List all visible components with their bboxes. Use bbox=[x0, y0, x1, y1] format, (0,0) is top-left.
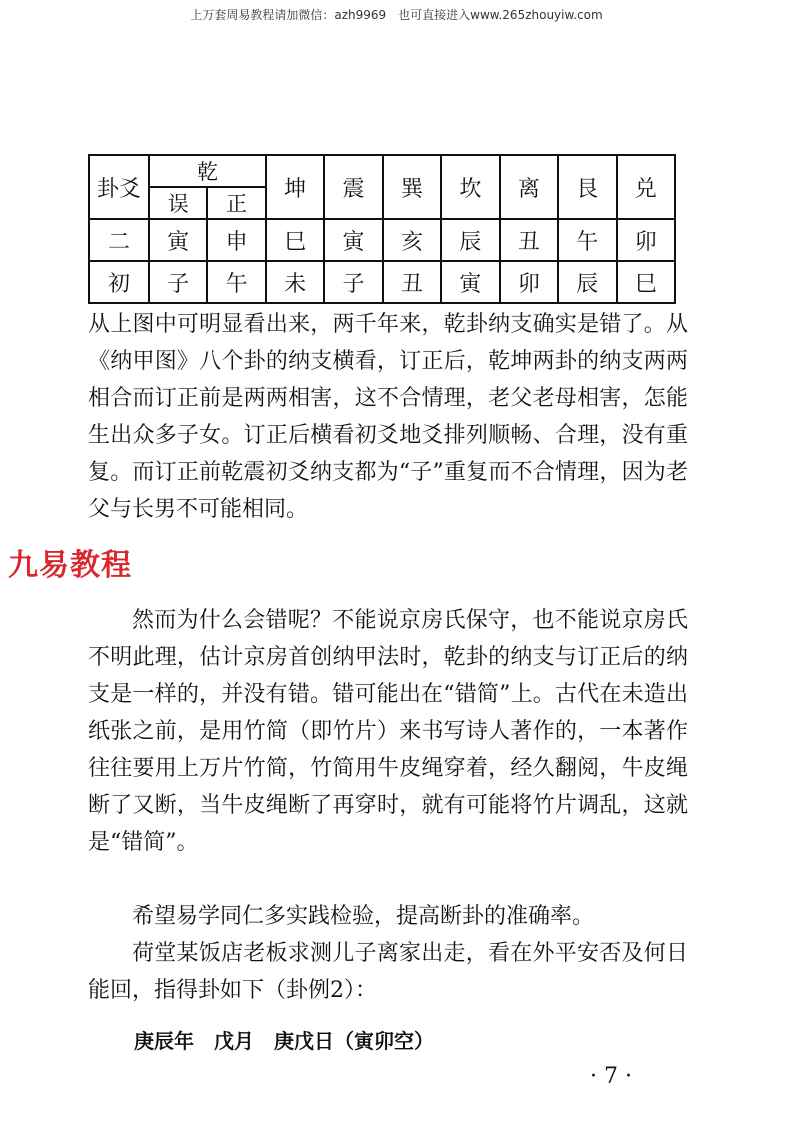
table-cell: 卯 bbox=[500, 261, 558, 303]
table-cell: 午 bbox=[558, 219, 616, 261]
gua-header: 兑 bbox=[617, 155, 676, 219]
table-cell: 辰 bbox=[558, 261, 616, 303]
table-cell: 丑 bbox=[383, 261, 441, 303]
table-cell: 丑 bbox=[500, 219, 558, 261]
table-cell: 申 bbox=[207, 219, 265, 261]
table-header-row bbox=[89, 155, 675, 187]
body-paragraph: 荷堂某饭店老板求测儿子离家出走，看在外平安否及何日能回，指得卦如下（卦例2）： bbox=[88, 941, 688, 1003]
corner-cell: 卦爻 bbox=[89, 155, 149, 219]
body-paragraph: 然而为什么会错呢？不能说京房氏保守，也不能说京房氏不明此理，估计京房首创纳甲法时，乾卦的纳支与订正后的纳支是一样的，并没有错。错可能出在“错简”上。古代在未造出纸张之前，是用竹简（即竹片）来书写诗人著作的，一本著作往往要用上万片竹简，竹简用牛皮绳穿着，经久翻阅，牛皮绳断了又断，当牛皮绳断了再穿时，就有可能将竹片调乱，这就是“错简”。 bbox=[88, 608, 688, 855]
divination-date-line: 庚辰年 戊月 庚戊日（寅卯空） bbox=[134, 1029, 434, 1053]
gua-header: 坎 bbox=[441, 155, 499, 219]
table-cell: 巳 bbox=[266, 219, 324, 261]
body-paragraph: 从上图中可明显看出来，两千年来，乾卦纳支确实是错了。从《纳甲图》八个卦的纳支横看，订正后，乾坤两卦的纳支两两相合而订正前是两两相害，这不合情理，老父老母相害，怎能生出众多子女。订正后横看初爻地爻排列顺畅、合理，没有重复。而订正前乾震初爻纳支都为“子”重复而不合情理，因为老父与长男不可能相同。 bbox=[88, 312, 688, 522]
watermark-logo: 九易教程 bbox=[8, 548, 132, 583]
table-row bbox=[89, 219, 675, 261]
najia-table bbox=[88, 154, 676, 304]
table-cell: 午 bbox=[207, 261, 265, 303]
qian-sub-correct: 正 bbox=[207, 187, 265, 219]
page-number: · 7 · bbox=[590, 1064, 632, 1089]
gua-header: 艮 bbox=[558, 155, 616, 219]
table-cell: 巳 bbox=[617, 261, 676, 303]
table-cell: 子 bbox=[324, 261, 382, 303]
gua-header: 巽 bbox=[383, 155, 441, 219]
table-cell: 寅 bbox=[149, 219, 207, 261]
table-cell: 二 bbox=[89, 219, 149, 261]
table-cell: 寅 bbox=[441, 261, 499, 303]
table-cell: 辰 bbox=[441, 219, 499, 261]
gua-header: 离 bbox=[500, 155, 558, 219]
table-cell: 卯 bbox=[617, 219, 676, 261]
table-cell: 未 bbox=[266, 261, 324, 303]
table-cell: 子 bbox=[149, 261, 207, 303]
body-paragraph: 希望易学同仁多实践检验，提高断卦的准确率。 bbox=[132, 904, 595, 929]
gua-header: 坤 bbox=[266, 155, 324, 219]
table-cell: 寅 bbox=[324, 219, 382, 261]
qian-sub-wrong: 误 bbox=[149, 187, 207, 219]
page-header: 上万套周易教程请加微信：azh9969 也可直接进入www.265zhouyiw.com bbox=[190, 8, 603, 22]
table-cell: 初 bbox=[89, 261, 149, 303]
gua-header: 震 bbox=[324, 155, 382, 219]
table-row bbox=[89, 261, 675, 303]
table-cell: 亥 bbox=[383, 219, 441, 261]
qian-header: 乾 bbox=[149, 155, 266, 187]
